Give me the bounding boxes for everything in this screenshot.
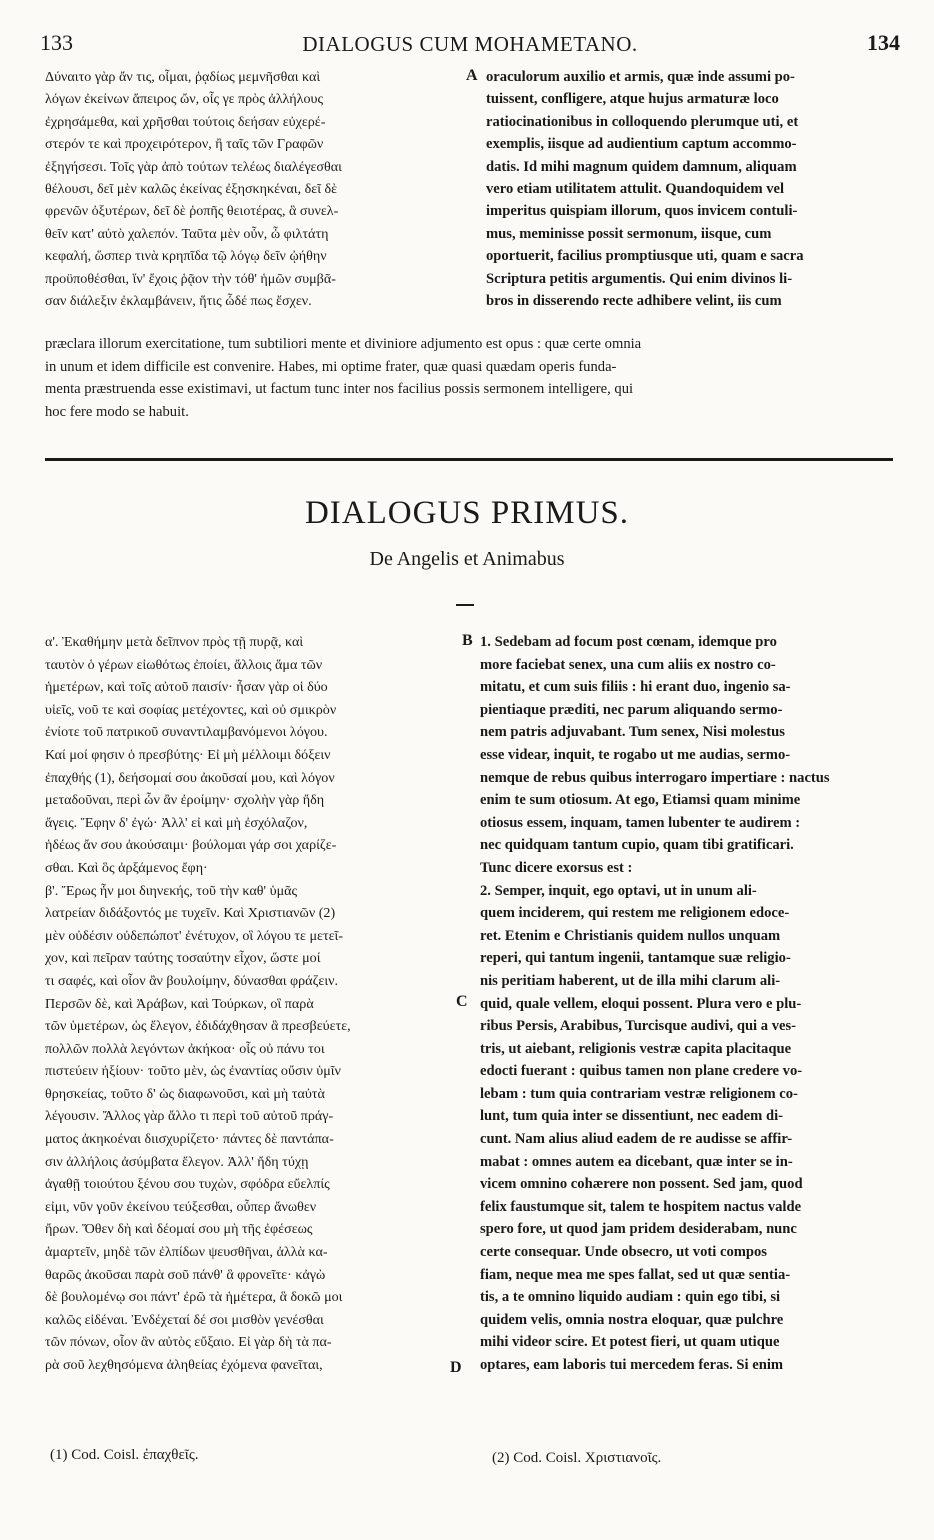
text-line: ribus Persis, Arabibus, Turcisque audivi, qui a ves-	[480, 1018, 797, 1035]
top-greek-column	[45, 66, 342, 312]
text-line: otiosus essem, inquam, tamen lubenter te audirem :	[480, 814, 801, 831]
text-line: Περσῶν δὲ, καὶ Ἀράβων, καὶ Τούρκων, οἳ παρὰ	[45, 995, 314, 1012]
text-line: εἰμι, νῦν γοῦν ἐκείνου τεύξεσθαι, οὗπερ ἄνωθεν	[45, 1198, 317, 1215]
text-line: ρὰ σοῦ λεχθησόμενα ἀληθείας ἐχόμενα φανεῖται,	[45, 1357, 323, 1373]
text-line: felix faustumque sit, talem te hospitem nactus valde	[480, 1198, 802, 1215]
text-line: vero etiam utilitatem attulit. Quandoquidem vel	[486, 180, 785, 197]
text-line: ἡμετέρων, καὶ τοῖς αὐτοῦ παισίν· ἦσαν γὰρ οἱ δύο	[45, 679, 328, 696]
text-line: ἐχρησάμεθα, καὶ χρῆσθαι τούτοις δεήσαν εὐχερέ-	[45, 113, 326, 130]
text-line: σθαι. Καὶ ὃς ἀρξάμενος ἔφη·	[45, 859, 208, 876]
running-title: DIALOGUS CUM MOHAMETANO.	[302, 32, 638, 56]
text-line: tris, ut aiebant, religionis vestræ capita placitaque	[480, 1040, 792, 1057]
text-line: mabat : omnes autem ea dicebant, quæ inter se in-	[480, 1153, 793, 1170]
text-line: optares, eam laboris tui mercedem feras. Si enim	[480, 1357, 784, 1373]
text-line: προϋποθέσθαι, ἵν' ἔχοις ῥᾷον τὴν τόθ' ἡμῶν συμβᾶ-	[45, 270, 336, 287]
text-line: more faciebat senex, una cum aliis ex nostro co-	[480, 656, 776, 673]
text-line: θέλουσι, δεῖ μὲν καλῶς ἐκείνας ἐξησκηκέναι, δεῖ δὲ	[45, 180, 338, 197]
text-line: quem inciderem, qui restem me religionem edoce-	[480, 905, 790, 922]
text-line: cunt. Nam alius aliud eadem de re audisse se affir-	[480, 1131, 793, 1148]
section-divider	[45, 458, 893, 461]
text-line: oraculorum auxilio et armis, quæ inde assumi po-	[486, 69, 795, 85]
page-number-right: 134	[867, 30, 900, 55]
text-line: ἀγαθῇ τοιούτου ξένου σου τυχὼν, σφόδρα εὔελπίς	[45, 1176, 330, 1193]
text-line: menta præstruenda esse existimavi, ut factum tunc inter nos facilius possis sermonem intelligere, qui	[45, 381, 634, 397]
text-line: ratiocinationibus in colloquendo plerumque uti, et	[486, 113, 799, 130]
text-line: ret. Etenim e Christianis quidem nullos unquam	[480, 927, 781, 944]
text-line: υἱεῖς, νοῦ τε καὶ σοφίας μετέχοντες, καὶ οὐ σμικρὸν	[45, 701, 337, 718]
text-line: nis peritiam haberent, ut de illa mihi clarum ali-	[480, 972, 781, 989]
text-line: λόγων ἐκείνων ἄπειρος ὤν, οἷς γε πρὸς ἀλλήλους	[45, 91, 324, 108]
text-line: ἄγεις. Ἔφην δ' ἐγώ· Ἀλλ' εἰ καὶ μὴ ἐσχόλαζον,	[45, 814, 308, 831]
text-line: lunt, tum quia inter se dissentiunt, nec eadem di-	[480, 1108, 783, 1125]
text-line: edocti fuerant : quibus tamen non plane credere vo-	[480, 1063, 803, 1080]
text-line: nemque de rebus quibus interrogaro impertiare : nactus	[480, 769, 830, 786]
running-header	[40, 30, 900, 60]
dialogue-title: DIALOGUS PRIMUS.	[304, 495, 630, 531]
text-line: tuissent, confligere, atque hujus armaturæ loco	[486, 91, 779, 108]
text-line: exemplis, iisque ad audientium captum accommo-	[486, 136, 797, 153]
text-line: ἁμαρτεῖν, μηδὲ τῶν ἐλπίδων ψευσθῆναι, ἀλλὰ κα-	[45, 1244, 328, 1261]
text-line: præclara illorum exercitatione, tum subtiliori mente et diviniore adjumento est opus : quæ certe omnia	[45, 336, 642, 352]
text-line: Scriptura petitis argumentis. Qui enim divinos li-	[486, 270, 793, 287]
text-line: καλῶς εἰδέναι. Ἐνδέχεταί δέ σοι μισθὸν γενέσθαι	[45, 1311, 324, 1328]
main-greek-column	[45, 631, 351, 1377]
text-line: κεφαλή, ὥσπερ τινὰ κρηπῖδα τῷ λόγῳ δεῖν ᾠήθην	[45, 248, 327, 265]
text-line: tis, a te omnino liquido audiam : quin ego tibi, si	[480, 1289, 781, 1306]
footnote-1: (1) Cod. Coisl. ἐπαχθεῖς.	[50, 1447, 199, 1463]
text-line: ἐξηγήσεσι. Τοῖς γὰρ ἀπὸ τούτων τελέως διαλέγεσθαι	[45, 158, 342, 175]
text-line: λατρείαν διδάξοντός με τυχεῖν. Καὶ Χριστιανῶν (2)	[45, 905, 336, 922]
text-line: Tunc dicere exorsus est :	[480, 859, 633, 876]
text-line: σαν διάλεξιν ἐκλαμβάνειν, ἥτις ὧδέ πως ἔσχεν.	[45, 292, 312, 309]
text-line: τῶν πόνων, οἷον ἂν αὐτὸς εὔξαιο. Εἰ γὰρ δὴ τὰ πα-	[45, 1334, 332, 1351]
text-line: πιστεύειν ἠξίουν· τοῦτο μὲν, ὡς ἐναντίας οὔσιν ὑμῖν	[45, 1063, 341, 1080]
footnote-2: (2) Cod. Coisl. Χριστιανοῖς.	[492, 1450, 662, 1466]
text-line: mitatu, et cum suis filiis : hi erant duo, ingenio sa-	[480, 679, 791, 696]
top-fullwidth-text	[45, 333, 641, 423]
title-dash	[456, 604, 474, 606]
top-latin-column	[486, 66, 804, 312]
main-latin-column	[480, 631, 830, 1377]
text-line: λέγουσιν. Ἄλλος γὰρ ἄλλο τι περὶ τοῦ αὐτοῦ πράγ-	[45, 1108, 334, 1125]
text-line: 2. Semper, inquit, ego optavi, ut in unum ali-	[480, 882, 757, 899]
margin-marker-a: A	[466, 67, 478, 84]
text-line: μεταδοῦναι, περὶ ὧν ἂν ἐροίμην· σχολὴν γὰρ ἤδη	[45, 792, 325, 809]
dialogue-subtitle: De Angelis et Animabus	[369, 548, 565, 570]
text-line: pientiaque præditi, nec parum aliquando sermo-	[480, 701, 783, 718]
text-line: fiam, neque mea me spes fallat, sed ut quæ sentia-	[480, 1266, 791, 1283]
text-line: mus, meminisse possit sermonum, iisque, cum	[486, 225, 772, 242]
text-line: πολλῶν πολλὰ λεγόντων ἀκήκοα· οἷς οὐ πάνυ τοι	[45, 1040, 325, 1057]
text-line: ἤρων. Ὅθεν δὴ καὶ δέομαί σου μὴ τῆς ἐφέσεως	[45, 1221, 313, 1238]
text-line: δὲ βουλομένῳ σοι πάντ' ἐρῶ τὰ ἡμέτερα, ἃ δοκῶ μοι	[45, 1289, 343, 1306]
text-line: φρενῶν ὀξυτέρων, δεῖ δὲ ῥοπῆς θειοτέρας, ἃ συνελ-	[45, 203, 339, 220]
text-line: nec quidquam tantum cupio, quam tibi gratificari.	[480, 837, 794, 854]
text-line: quidem velis, omnia nostra eloquar, quæ pulchre	[480, 1311, 784, 1328]
text-line: quid, quale vellem, eloqui possent. Plura vero e plu-	[480, 995, 802, 1012]
text-line: β'. Ἔρως ἦν μοι διηνεκής, τοῦ τὴν καθ' ὑμᾶς	[45, 882, 298, 899]
text-line: σιν ἀλλήλοις ἀσύμβατα ἔλεγον. Ἀλλ' ἤδη τύχῃ	[45, 1153, 309, 1170]
text-line: τι σαφές, καὶ οἷον ἂν βουλοίμην, δύνασθαι φράζειν.	[45, 972, 339, 989]
text-line: ἡδέως ἄν σου ἀκούσαιμι· βούλομαι γάρ σοι χαρίζε-	[45, 837, 337, 854]
text-line: ἐπαχθής (1), δεήσομαί σου ἀκοῦσαί μου, καὶ λόγον	[45, 769, 335, 786]
text-line: στερόν τε καὶ προχειρότερον, ἢ ταῖς τῶν Γραφῶν	[45, 136, 324, 153]
text-line: Καί μοί φησιν ὁ πρεσβύτης· Εἰ μὴ μέλλοιμι δόξειν	[45, 746, 331, 763]
text-line: bros in disserendo recte adhibere velint, iis cum	[486, 292, 782, 309]
text-line: in unum et idem difficile est convenire. Habes, mi optime frater, quæ quasi quædam operis funda-	[45, 358, 617, 375]
text-line: ματος ἀκηκοέναι διισχυρίζετο· πάντες δὲ παντάπα-	[45, 1131, 334, 1148]
text-line: 1. Sedebam ad focum post cœnam, idemque pro	[480, 634, 777, 650]
text-line: lebam : tum quia contrariam vestræ religionem co-	[480, 1085, 798, 1102]
text-line: α'. Ἐκαθήμην μετὰ δεῖπνον πρὸς τῇ πυρᾷ, καὶ	[45, 634, 304, 650]
text-line: oportuerit, facilius promptiusque uti, quam e sacra	[486, 248, 804, 265]
text-line: ταυτὸν ὁ γέρων εἰωθότως ἐποίει, ἄλλοις ἅμα τῶν	[45, 656, 323, 673]
text-line: vicem omnino cohærere non possent. Sed jam, quod	[480, 1176, 803, 1193]
text-line: mihi videor scire. Et potest fieri, ut quam utique	[480, 1334, 780, 1351]
text-line: χον, καὶ πεῖραν ταύτης τοσαύτην εἶχον, ὥστε μοί	[45, 950, 321, 967]
text-line: spero fore, ut quod jam pridem desiderabam, nunc	[480, 1221, 797, 1238]
text-line: esse videar, inquit, te rogabo ut me audias, sermo-	[480, 746, 791, 763]
text-line: θρησκείας, τοῦτο δ' ὡς διαφωνοῦσι, καὶ μὴ ταὐτὰ	[45, 1085, 325, 1102]
text-line: Δύναιτο γὰρ ἄν τις, οἶμαι, ῥᾳδίως μεμνῆσθαι καὶ	[45, 69, 321, 85]
text-line: ἐνίοτε τοῦ πατρικοῦ συναντιλαμβανόμενοι λόγου.	[45, 724, 328, 741]
text-line: enim te sum otiosum. At ego, Etiamsi quam minime	[480, 792, 801, 809]
text-line: θεῖν κατ' αὐτὸ χαλεπόν. Ταῦτα μὲν οὖν, ὦ φιλτάτη	[45, 225, 329, 242]
margin-marker-d: D	[450, 1359, 462, 1376]
text-line: reperi, qui tantum ingenii, tantamque suæ religio-	[480, 950, 791, 967]
text-line: μὲν οὐδέσιν οὐδεπώποτ' ἐνέτυχον, οἳ λόγου τε μετεῖ-	[45, 927, 344, 944]
page-number-left: 133	[40, 30, 73, 55]
text-line: certe consequar. Unde obsecro, ut voti compos	[480, 1244, 767, 1261]
margin-marker-b: B	[462, 632, 473, 649]
text-line: imperitus quispiam illorum, quos invicem contuli-	[486, 203, 798, 220]
margin-marker-c: C	[456, 993, 468, 1010]
text-line: hoc fere modo se habuit.	[45, 403, 189, 420]
text-line: datis. Id mihi magnum quidem damnum, aliquam	[486, 158, 797, 175]
text-line: τῶν ὑμετέρων, ὡς ἔλεγον, ἐδιδάχθησαν ἃ πρεσβεύετε,	[45, 1018, 351, 1035]
text-line: nem patris adjuvabant. Tum senex, Nisi molestus	[480, 724, 785, 741]
text-line: θαρῶς ἀκοῦσαι παρὰ σοῦ πάνθ' ἃ φρονεῖτε· κἀγὼ	[45, 1266, 326, 1283]
